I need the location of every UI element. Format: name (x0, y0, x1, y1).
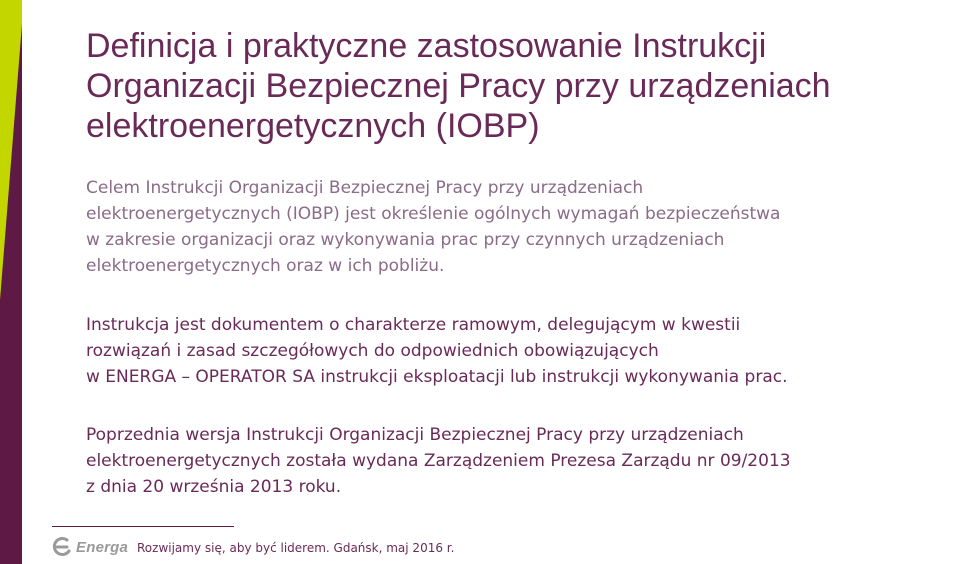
paragraph-line: Instrukcja jest dokumentem o charakterze ramowym, delegującym w kwestii (86, 315, 741, 335)
paragraph-line: w ENERGA – OPERATOR SA instrukcji eksploatacji lub instrukcji wykonywania prac. (86, 367, 788, 387)
paragraph-framework (86, 312, 956, 390)
paragraph-line: elektroenergetycznych (IOBP) jest określenie ogólnych wymagań bezpieczeństwa (86, 204, 781, 224)
paragraph-line: rozwiązań i zasad szczegółowych do odpowiednich obowiązujących (86, 341, 659, 361)
slide-accent-bar (0, 0, 22, 564)
energa-logo-text: Energa (76, 538, 129, 556)
paragraph-line: elektroenergetycznych oraz w ich pobliżu. (86, 256, 445, 276)
paragraph-line: Celem Instrukcji Organizacji Bezpiecznej Pracy przy urządzeniach (86, 178, 644, 198)
paragraph-line: Poprzednia wersja Instrukcji Organizacji Bezpiecznej Pracy przy urządzeniach (86, 425, 744, 445)
paragraph-purpose (86, 175, 956, 279)
title-line: elektroenergetycznych (IOBP) (86, 107, 540, 145)
title-line: Definicja i praktyczne zastosowanie Instrukcji (86, 27, 767, 65)
energa-logo-icon (52, 537, 72, 557)
paragraph-line: w zakresie organizacji oraz wykonywania prac przy czynnych urządzeniach (86, 230, 725, 250)
paragraph-line: elektroenergetycznych została wydana Zarządzeniem Prezesa Zarządu nr 09/2013 (86, 451, 791, 471)
slide-title (86, 26, 946, 146)
footer-text: Rozwijamy się, aby być liderem. Gdańsk, maj 2016 r. (137, 541, 455, 555)
title-line: Organizacji Bezpiecznej Pracy przy urządzeniach (86, 67, 831, 105)
paragraph-previous-version (86, 422, 956, 500)
footer-divider (52, 526, 234, 527)
energa-logo (52, 537, 128, 557)
paragraph-line: z dnia 20 września 2013 roku. (86, 477, 342, 497)
